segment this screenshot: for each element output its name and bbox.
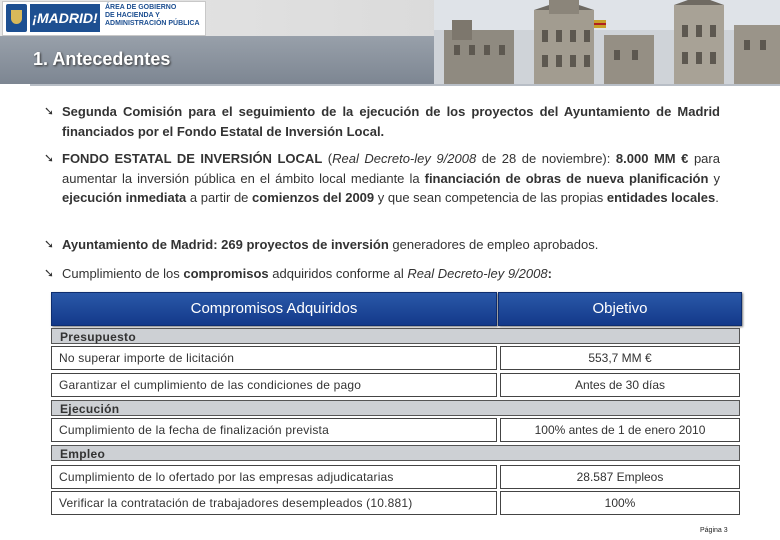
text-run: de 28 de noviembre): (476, 151, 616, 166)
logo-dept-line: ADMINISTRACIÓN PÚBLICA (105, 20, 200, 27)
commitment-cell: Cumplimiento de la fecha de finalización prevista (51, 418, 497, 442)
logo-text: ¡MADRID! (30, 4, 100, 32)
text-run: ejecución inmediata (62, 190, 187, 205)
logo-dept-line: ÁREA DE GOBIERNO (105, 4, 177, 11)
bullet-item (44, 235, 720, 255)
text-run: generadores de empleo aprobados. (388, 237, 599, 252)
column-header-commitments: Compromisos Adquiridos (51, 292, 497, 326)
bullet-item (44, 264, 720, 284)
city-hall-photo (434, 0, 780, 84)
text-run: Ayuntamiento de Madrid: 269 proyectos de inversión (62, 237, 389, 252)
madrid-logo (2, 1, 206, 36)
text-run: a partir de (186, 190, 253, 205)
arrow-down-right-icon: ➘ (44, 151, 55, 165)
text-run: FONDO ESTATAL DE INVERSIÓN LOCAL (62, 151, 323, 166)
page-number: Página 3 (700, 527, 728, 534)
bullet-item (44, 102, 720, 141)
coat-of-arms-icon (6, 4, 27, 32)
bullet-text (44, 102, 720, 141)
text-run: financiación de obras de nueva planificación (424, 170, 709, 186)
page-title: 1. Antecedentes (33, 49, 171, 69)
bullet-text (44, 235, 720, 255)
text-run: adquiridos conforme al (268, 266, 408, 281)
text-run: : (547, 266, 552, 281)
text-run: Cumplimiento de los (62, 266, 184, 281)
objective-cell: 553,7 MM € (500, 346, 740, 370)
text-run: ( (322, 151, 333, 166)
objective-cell: 28.587 Empleos (500, 465, 740, 489)
bullet-text (44, 149, 720, 208)
arrow-down-right-icon: ➘ (44, 266, 55, 280)
commitment-cell: Verificar la contratación de trabajadores desempleados (10.881) (51, 491, 497, 515)
header-rule (30, 84, 780, 86)
section-header: Empleo (51, 445, 740, 461)
arrow-down-right-icon: ➘ (44, 237, 55, 251)
logo-dept-line: DE HACIENDA Y (105, 12, 160, 19)
commitment-cell: Cumplimiento de lo ofertado por las empresas adjudicatarias (51, 465, 497, 489)
text-run: Real Decreto-ley 9/2008 (407, 266, 548, 281)
text-run: Real Decreto-ley 9/2008 (332, 151, 477, 166)
objective-cell: 100% antes de 1 de enero 2010 (500, 418, 740, 442)
text-run: compromisos (183, 266, 269, 281)
commitment-cell: Garantizar el cumplimiento de las condiciones de pago (51, 373, 497, 397)
text-run: Segunda Comisión para el seguimiento de la ejecución de los proyectos del Ayuntamiento de Madrid financiados por el Fondo Estatal de Inversión Local. (62, 104, 720, 139)
objective-cell: 100% (500, 491, 740, 515)
text-run: . (715, 190, 719, 205)
bullet-item (44, 149, 720, 208)
commitment-cell: No superar importe de licitación (51, 346, 497, 370)
text-run: 8.000 MM € (615, 151, 689, 166)
header-banner (0, 0, 780, 84)
text-run: y que sean competencia de las propias (374, 190, 607, 205)
text-run: para aumentar la inversión pública en el ámbito local mediante la (62, 151, 720, 186)
section-header: Presupuesto (51, 328, 740, 344)
section-header: Ejecución (51, 400, 740, 416)
text-run: y (708, 170, 720, 186)
objective-cell: Antes de 30 días (500, 373, 740, 397)
text-run: entidades locales (606, 190, 716, 205)
bullet-text (44, 264, 720, 284)
arrow-down-right-icon: ➘ (44, 104, 55, 118)
column-header-objective: Objetivo (498, 292, 742, 326)
logo-department (105, 4, 205, 28)
text-run: comienzos del 2009 (252, 190, 375, 205)
